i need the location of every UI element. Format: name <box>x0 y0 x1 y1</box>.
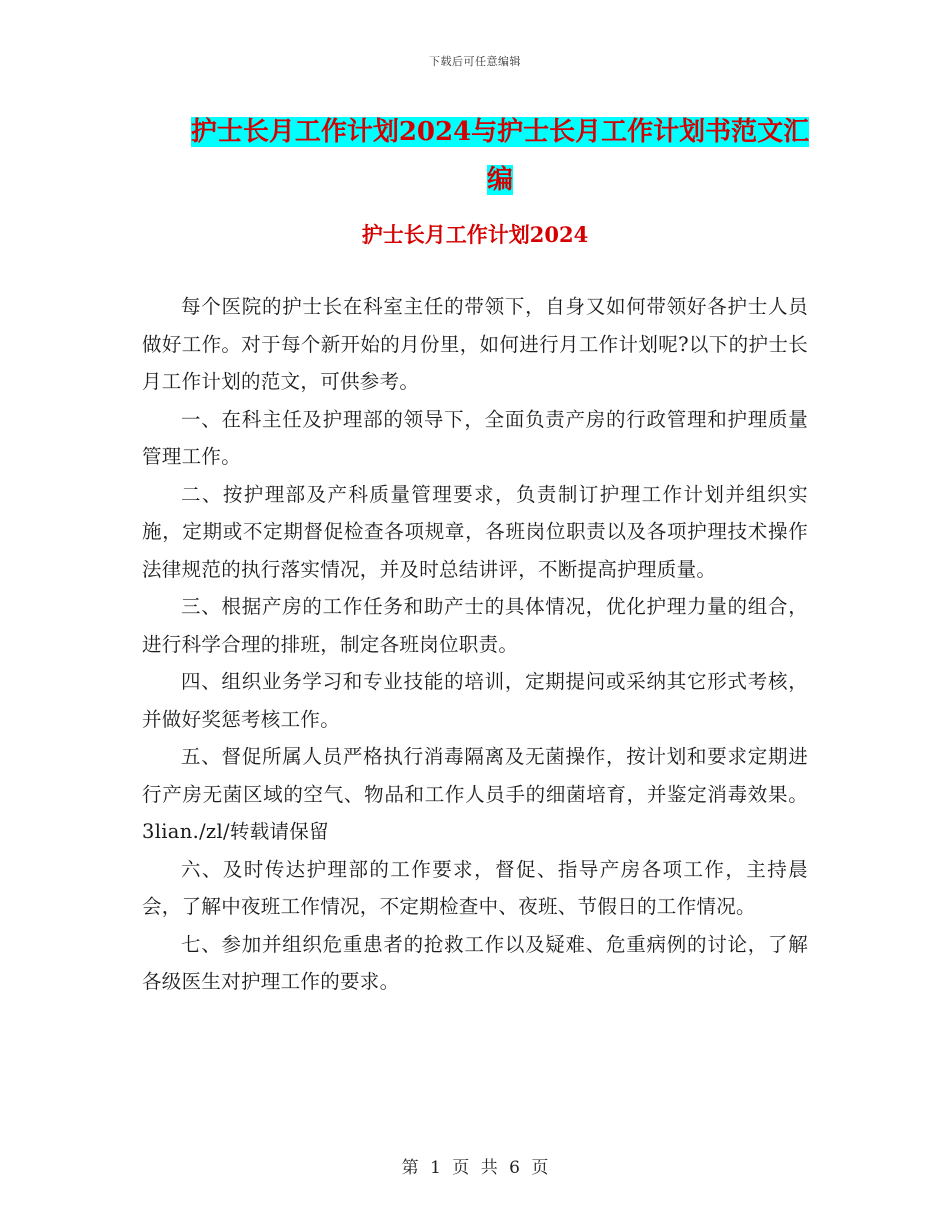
header-note: 下载后可任意编辑 <box>429 55 521 68</box>
document-title <box>185 108 815 204</box>
body-text <box>142 288 808 1001</box>
page-footer: 第 1 页 共 6 页 <box>401 1158 549 1178</box>
paragraph-item-6: 六、及时传达护理部的工作要求，督促、指导产房各项工作，主持晨会，了解中夜班工作情况，不定期检查中、夜班、节假日的工作情况。 <box>142 857 808 918</box>
paragraph-item-5: 五、督促所属人员严格执行消毒隔离及无菌操作，按计划和要求定期进行产房无菌区域的空气、物品和工作人员手的细菌培育，并鉴定消毒效果。3lian./zl/转载请保留 <box>142 745 808 843</box>
paragraph-item-3: 三、根据产房的工作任务和助产士的具体情况，优化护理力量的组合，进行科学合理的排班，制定各班岗位职责。 <box>142 595 808 656</box>
section-title: 护士长月工作计划2024 <box>361 222 589 247</box>
document-title-text: 护士长月工作计划2024与护士长月工作计划书范文汇编 <box>190 117 810 195</box>
paragraph-intro: 每个医院的护士长在科室主任的带领下，自身又如何带领好各护士人员做好工作。对于每个新开始的月份里，如何进行月工作计划呢?以下的护士长月工作计划的范文，可供参考。 <box>142 295 808 393</box>
paragraph-item-2: 二、按护理部及产科质量管理要求，负责制订护理工作计划并组织实施，定期或不定期督促检查各项规章，各班岗位职责以及各项护理技术操作法律规范的执行落实情况，并及时总结讲评，不断提高护理质量。 <box>142 482 808 581</box>
paragraph-item-4: 四、组织业务学习和专业技能的培训，定期提问或采纳其它形式考核，并做好奖惩考核工作。 <box>142 670 808 731</box>
paragraph-item-1: 一、在科主任及护理部的领导下，全面负责产房的行政管理和护理质量管理工作。 <box>142 407 808 468</box>
paragraph-item-7: 七、参加并组织危重患者的抢救工作以及疑难、危重病例的讨论，了解各级医生对护理工作的要求。 <box>142 932 808 993</box>
